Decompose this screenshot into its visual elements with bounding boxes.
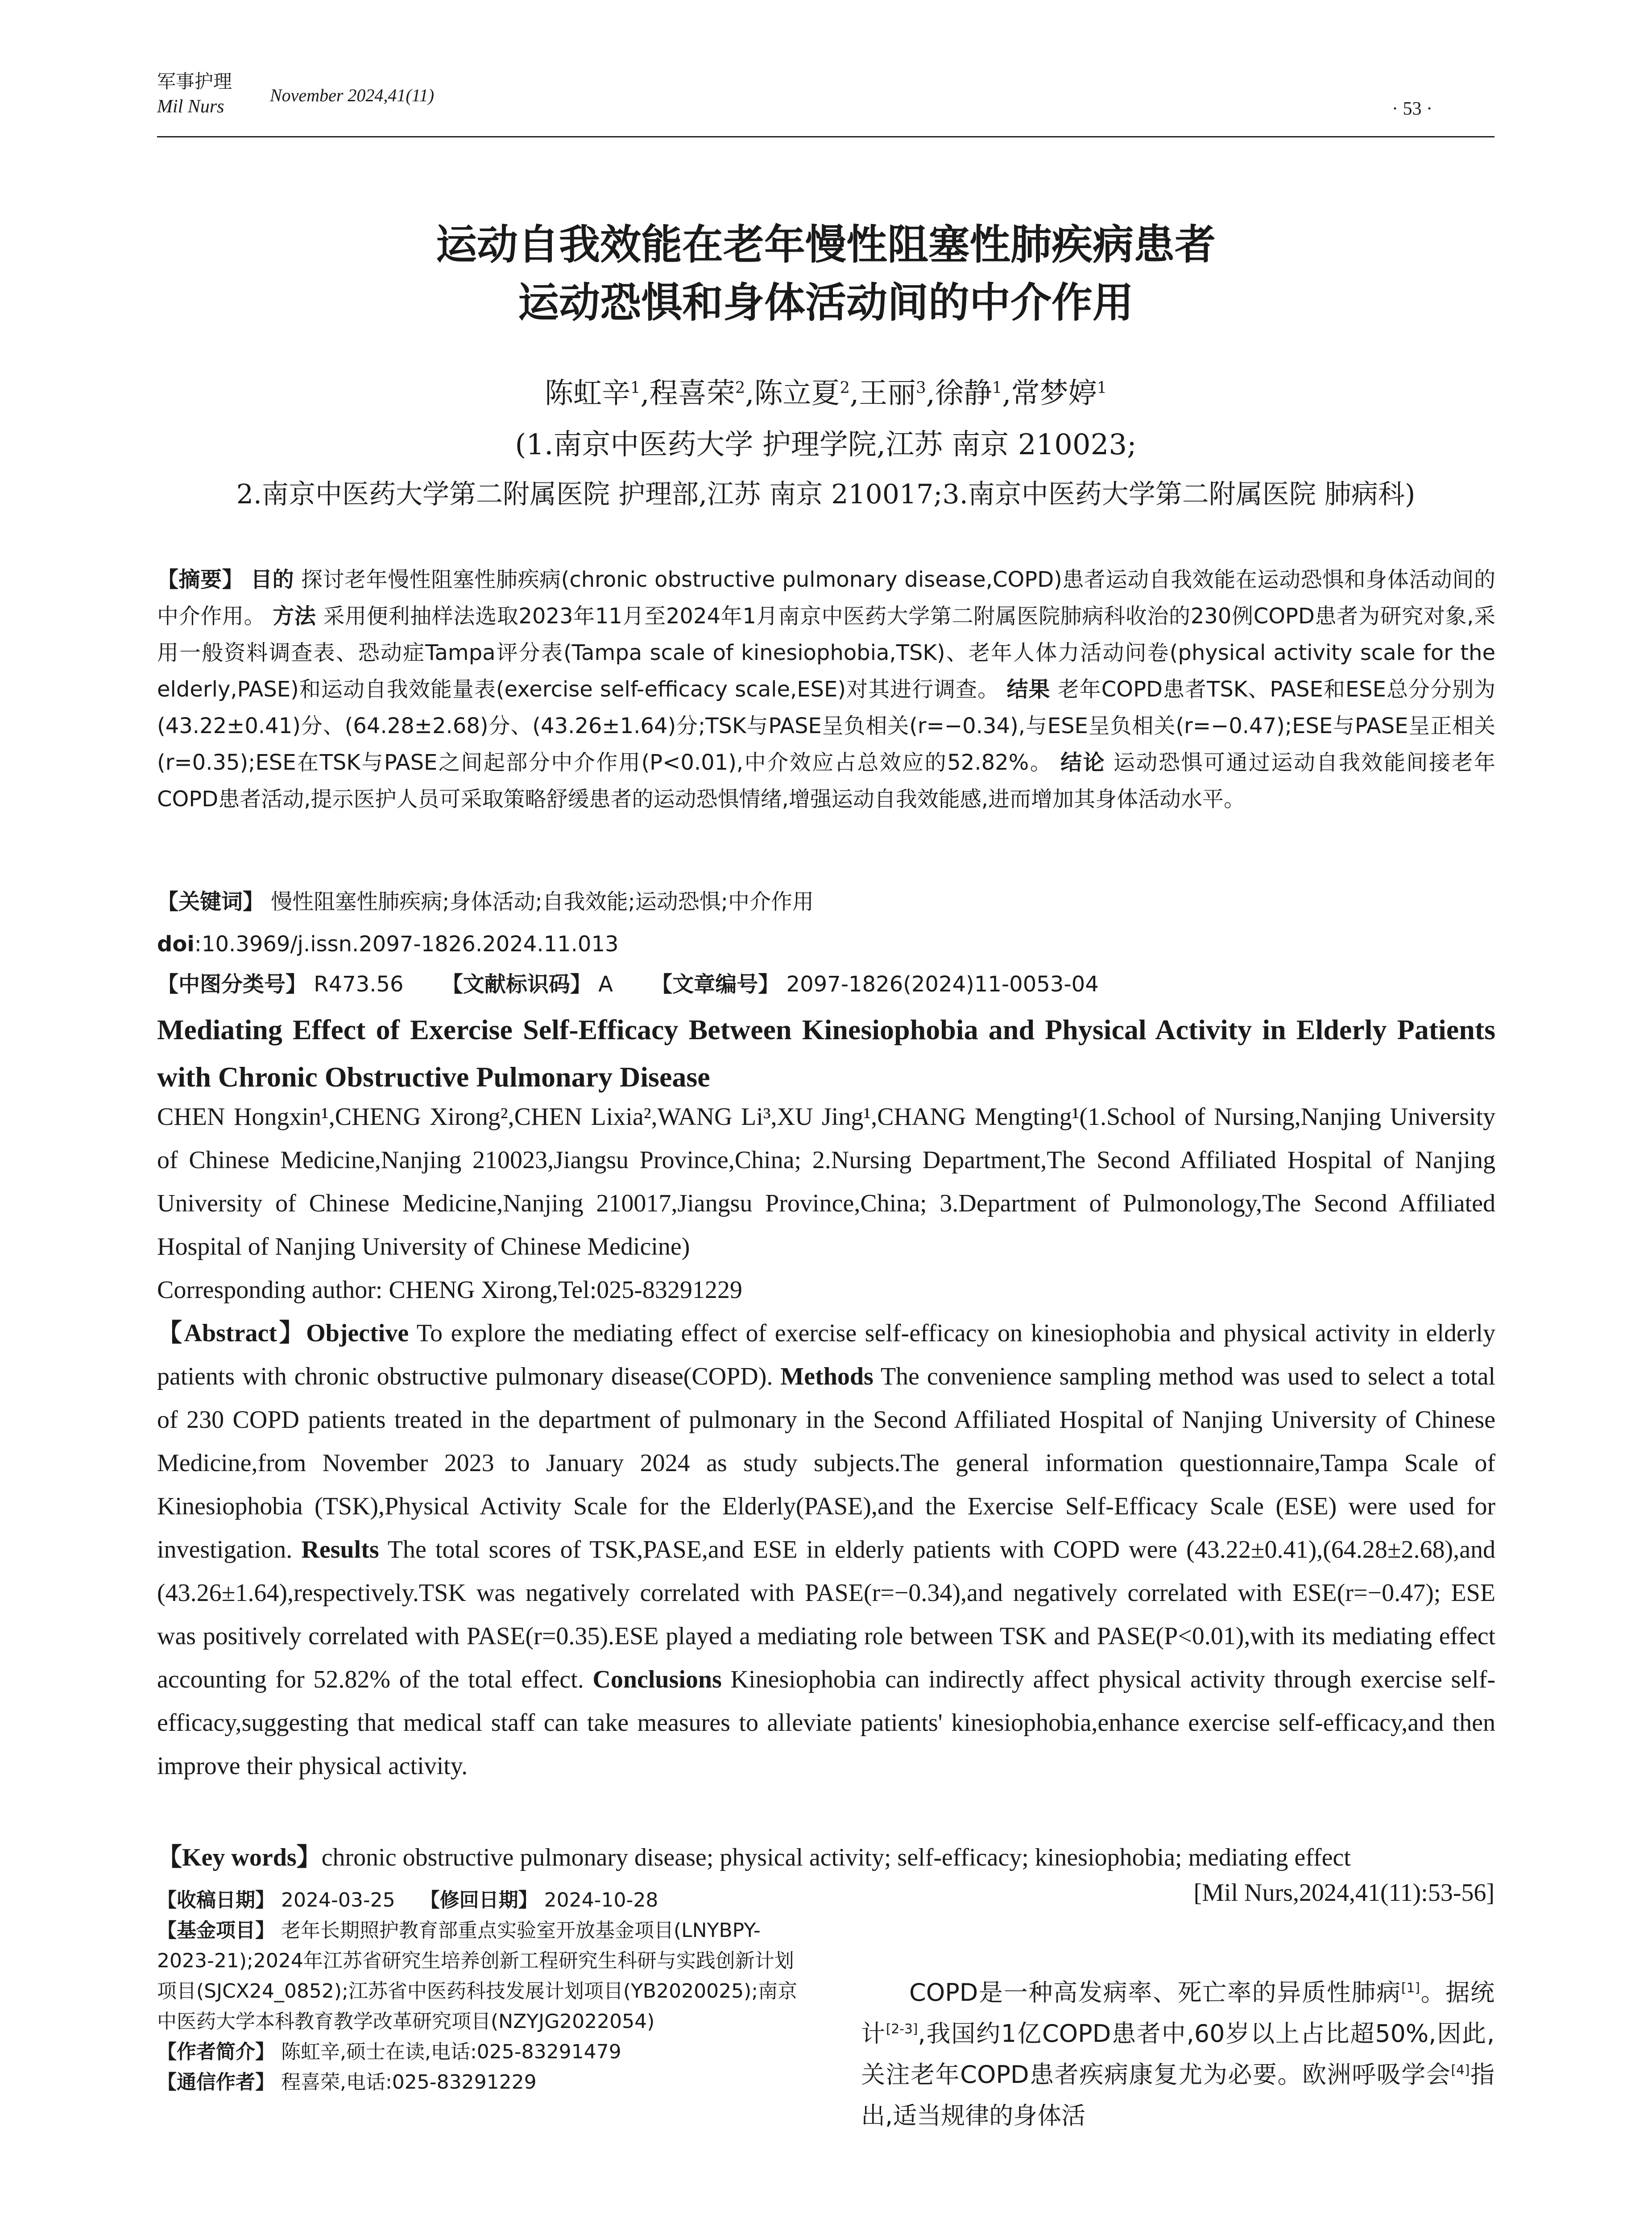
title-cn-line2: 运动恐惧和身体活动间的中介作用 bbox=[518, 279, 1134, 327]
abstract-label: 【摘要】 bbox=[157, 567, 244, 592]
dates-line bbox=[157, 1885, 813, 1916]
results-en-label: Results bbox=[301, 1536, 379, 1563]
body-text: ,我国约1亿COPD患者中,60岁以上占比超50%,因此,关注老年COPD患者疾病康复尤为必要。欧洲呼吸学会 bbox=[861, 2020, 1495, 2089]
objective-en-text: To explore the mediating effect of exercise self-efficacy on kinesiophobia and physical activity in elderly patients with chronic obstructive pulmonary disease(COPD). bbox=[157, 1319, 1495, 1390]
body-text: 指出,适当规律的身体活 bbox=[861, 2061, 1495, 2130]
ref-2-3[interactable]: [2-3] bbox=[886, 2021, 918, 2037]
results-en-text: The total scores of TSK,PASE,and ESE in elderly patients with COPD were (43.22±0.41),(64.28±2.68),and (43.26±1.64),respectively.TSK was negatively correlated with PASE(r=−0.34),and negatively correlated with ESE(r=−0.47); ESE was positively correlated with PASE(r=0.35).ESE played a mediating role between TSK and PASE(P<0.01),with its mediating effect accounting for 52.82% of the total effect. bbox=[157, 1536, 1495, 1693]
doc-code-value: A bbox=[598, 972, 613, 997]
author-name: 常梦婷 bbox=[1011, 377, 1097, 410]
keywords-cn bbox=[157, 883, 1495, 920]
received-date: 2024-03-25 bbox=[281, 1889, 395, 1912]
article-number-label: 【文章编号】 bbox=[651, 972, 780, 997]
authors-en-names: CHEN Hongxin¹,CHENG Xirong²,CHEN Lixia²,WANG Li³,XU Jing¹,CHANG Mengting¹ bbox=[157, 1103, 1080, 1131]
body-paragraph bbox=[861, 1972, 1495, 2136]
author-aff: 1 bbox=[1097, 378, 1107, 397]
keywords-en-label: 【Key words】 bbox=[157, 1844, 322, 1871]
doc-code-label: 【文献标识码】 bbox=[441, 972, 592, 997]
conclusions-en-text: Kinesiophobia can indirectly affect physical activity through exercise self-efficacy,suggesting that medical staff can take measures to alleviate patients' kinesiophobia,enhance exercise self-efficacy,and then improve their physical activity. bbox=[157, 1666, 1496, 1780]
author-bio-label: 【作者简介】 bbox=[157, 2040, 275, 2063]
journal-name-en: Mil Nurs bbox=[157, 96, 224, 117]
journal-issue: November 2024,41(11) bbox=[270, 85, 435, 105]
authors-cn: 陈虹辛$^1$,程喜荣$^2$,陈立夏$^2$,王丽$^3$,徐静$^1$,常梦婷$^1$ bbox=[544, 377, 1107, 410]
authors-en-affiliations: (1.School of Nursing,Nanjing University of Chinese Medicine,Nanjing 210023,Jiangsu Province,China; 2.Nursing Department,The Second Affiliated Hospital of Nanjing University of Chinese Medicine,Nanjing 210017,Jiangsu Province,China; 3.Department of Pulmonology,The Second Affiliated Hospital of Nanjing University of Chinese Medicine) bbox=[157, 1103, 1495, 1261]
conclusion-text: 运动恐惧可通过运动自我效能间接老年COPD患者活动,提示医护人员可采取策略舒缓患者的运动恐惧情绪,增强运动自我效能感,进而增加其身体活动水平。 bbox=[157, 750, 1495, 812]
received-label: 【收稿日期】 bbox=[157, 1889, 275, 1912]
authors-en bbox=[157, 1095, 1495, 1312]
citation: [Mil Nurs,2024,41(11):53-56] bbox=[1193, 1879, 1495, 1907]
affiliation-cn-line1: (1.南京中医药大学 护理学院,江苏 南京 210023; bbox=[515, 428, 1137, 461]
conclusion-label: 结论 bbox=[1060, 750, 1106, 775]
title-cn-line1: 运动自我效能在老年慢性阻塞性肺疾病患者 bbox=[435, 221, 1216, 269]
author-aff: 2 bbox=[840, 378, 850, 397]
author-aff: 2 bbox=[735, 378, 745, 397]
ref-4[interactable]: [4] bbox=[1451, 2062, 1470, 2078]
methods-en-text: The convenience sampling method was used to select a total of 230 COPD patients treated in the department of pulmonary in the Second Affiliated Hospital of Nanjing University of Chinese Medicine,from November 2023 to January 2024 as study subjects.The general information questionnaire,Tampa Scale of Kinesiophobia (TSK),Physical Activity Scale for the Elderly(PASE),and the Exercise Self-Efficacy Scale (ESE) were used for investigation. bbox=[157, 1363, 1495, 1563]
footnotes bbox=[157, 1885, 813, 2098]
ref-1[interactable]: [1] bbox=[1401, 1980, 1420, 1996]
affiliation-cn-line2: 2.南京中医药大学第二附属医院 护理部,江苏 南京 210017;3.南京中医药大学第二附属医院 肺病科) bbox=[236, 479, 1416, 510]
abstract-en bbox=[157, 1312, 1495, 1788]
author-name: 陈立夏 bbox=[754, 377, 840, 410]
keywords-text: 慢性阻塞性肺疾病;身体活动;自我效能;运动恐惧;中介作用 bbox=[271, 889, 814, 914]
abstract-en-label: 【Abstract】 bbox=[157, 1319, 306, 1347]
objective-text: 探讨老年慢性阻塞性肺疾病(chronic obstructive pulmonary disease,COPD)患者运动自我效能在运动恐惧和身体活动间的中介作用。 bbox=[157, 567, 1495, 629]
methods-text: 采用便利抽样法选取2023年11月至2024年1月南京中医药大学第二附属医院肺病科收治的230例COPD患者为研究对象,采用一般资料调查表、恐动症Tampa评分表(Tampa scale of kinesiophobia,TSK)、老年人体力活动问卷(physical activity scale for the elderly,PASE)和运动自我效能量表(exercise self-efficacy scale,ESE)对其进行调查。 bbox=[157, 604, 1495, 702]
objective-en-label: Objective bbox=[306, 1319, 409, 1347]
author-name: 陈虹辛 bbox=[544, 377, 630, 410]
fund-text: 老年长期照护教育部重点实验室开放基金项目(LNYBPY-2023-21);2024年江苏省研究生培养创新工程研究生科研与实践创新计划项目(SJCX24_0852);江苏省中医药科技发展计划项目(YB2020025);南京中医药大学本科教育教学改革研究项目(NZYJG2022054) bbox=[157, 1919, 798, 2033]
fund-line bbox=[157, 1916, 813, 2037]
title-en: Mediating Effect of Exercise Self-Efficacy Between Kinesiophobia and Physical Activity in Elderly Patients with Chronic Obstructive Pulmonary Disease bbox=[157, 1014, 1495, 1093]
journal-name-cn: 军事护理 bbox=[157, 70, 232, 92]
author-name: 徐静 bbox=[935, 377, 992, 410]
keywords-en bbox=[157, 1836, 1495, 1879]
author-aff: 1 bbox=[630, 378, 641, 397]
results-label: 结果 bbox=[1006, 677, 1051, 702]
author-bio-text: 陈虹辛,硕士在读,电话:025-83291479 bbox=[281, 2040, 621, 2063]
methods-en-label: Methods bbox=[780, 1363, 874, 1390]
keywords-en-text: chronic obstructive pulmonary disease; physical activity; self-efficacy; kinesiophobia; mediating effect bbox=[321, 1844, 1351, 1871]
author-name: 王丽 bbox=[859, 377, 916, 410]
methods-label: 方法 bbox=[273, 604, 316, 629]
classification-line bbox=[157, 966, 1495, 1003]
page-number: · 53 · bbox=[1392, 99, 1433, 119]
author-aff: 3 bbox=[916, 378, 926, 397]
doi-label: doi bbox=[157, 932, 195, 957]
objective-label: 目的 bbox=[251, 567, 294, 592]
header-rule bbox=[157, 136, 1495, 137]
conclusions-en-label: Conclusions bbox=[592, 1666, 722, 1693]
corresponding-label: 【通信作者】 bbox=[157, 2071, 275, 2094]
revised-date: 2024-10-28 bbox=[544, 1889, 658, 1912]
author-name: 程喜荣 bbox=[649, 377, 735, 410]
doi-value[interactable]: :10.3969/j.issn.2097-1826.2024.11.013 bbox=[194, 932, 619, 957]
keywords-label: 【关键词】 bbox=[157, 889, 265, 914]
body-text: COPD是一种高发病率、死亡率的异质性肺病 bbox=[909, 1978, 1401, 2007]
fund-label: 【基金项目】 bbox=[157, 1919, 275, 1942]
author-bio-line bbox=[157, 2037, 813, 2067]
abstract-cn bbox=[157, 561, 1495, 817]
corresponding-author: Corresponding author: CHENG Xirong,Tel:025-83291229 bbox=[157, 1276, 742, 1304]
body-text: 。据统计 bbox=[861, 1978, 1495, 2048]
clc-value: R473.56 bbox=[314, 972, 404, 997]
doi-line bbox=[157, 926, 1495, 962]
article-number-value: 2097-1826(2024)11-0053-04 bbox=[786, 972, 1099, 997]
results-text: 老年COPD患者TSK、PASE和ESE总分分别为(43.22±0.41)分、(64.28±2.68)分、(43.26±1.64)分;TSK与PASE呈负相关(r=−0.34),与ESE呈负相关(r=−0.47);ESE与PASE呈正相关(r=0.35);ESE在TSK与PASE之间起部分中介作用(P<0.01),中介效应占总效应的52.82%。 bbox=[157, 677, 1496, 775]
corresponding-text: 程喜荣,电话:025-83291229 bbox=[281, 2071, 537, 2094]
corresponding-line bbox=[157, 2067, 813, 2098]
author-aff: 1 bbox=[992, 378, 1002, 397]
clc-label: 【中图分类号】 bbox=[157, 972, 307, 997]
revised-label: 【修回日期】 bbox=[420, 1889, 538, 1912]
